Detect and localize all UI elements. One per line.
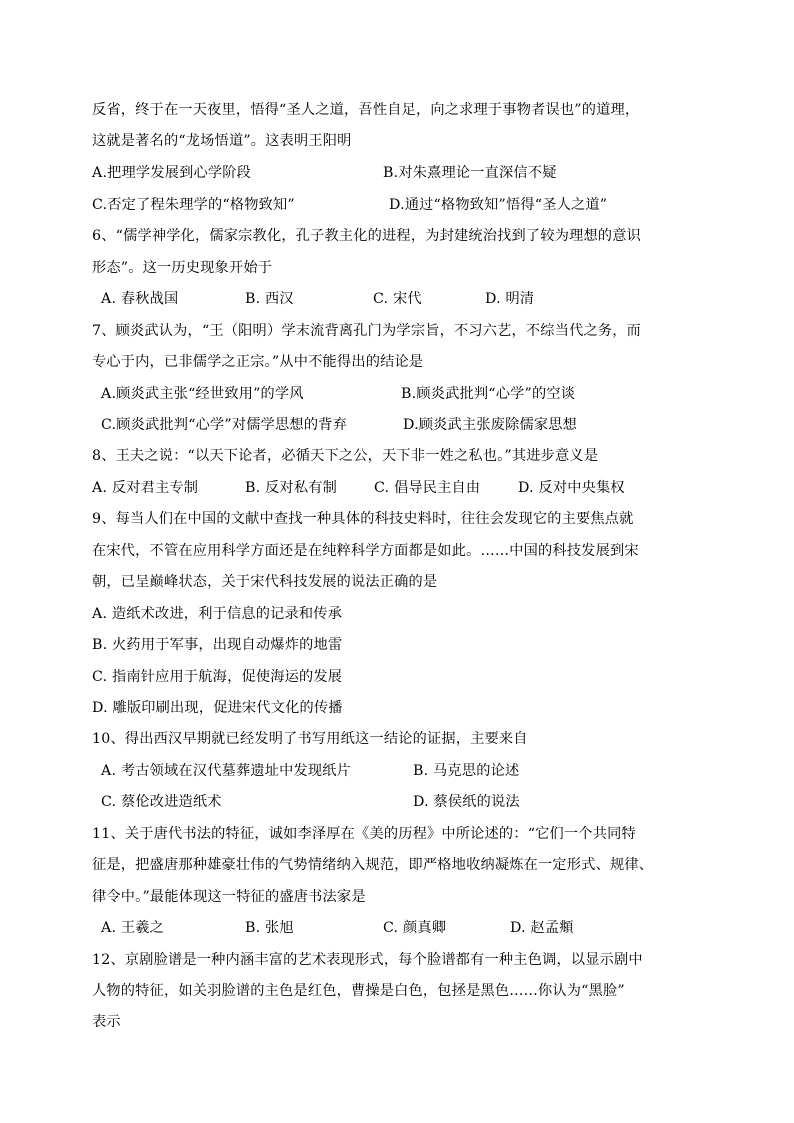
q11-stem-line-3: 律令中。”最能体现这一特征的盛唐书法家是 bbox=[92, 889, 366, 905]
q11-stem-line-2: 征是，把盛唐那种雄豪壮伟的气势情绪纳入规范，即严格地收纳凝炼在一定形式、规律、 bbox=[92, 857, 654, 873]
q6-stem-line-1: 6、“儒学神学化，儒家宗教化，孔子教主化的进程，为封建统治找到了较为理想的意识 bbox=[92, 228, 642, 244]
q11-option-d: D. 赵孟頫 bbox=[510, 920, 574, 936]
q11-stem-line-1: 11、关于唐代书法的特征，诚如李泽厚在《美的历程》中所论述的：“它们一个共同特 bbox=[92, 826, 636, 842]
q8-stem-line-1: 8、王夫之说：“以天下论者，必循天下之公，天下非一姓之私也。”其进步意义是 bbox=[92, 448, 599, 464]
q7-stem-line-2: 专心于内，已非儒学之正宗。”从中不能得出的结论是 bbox=[92, 354, 424, 370]
q10-option-b: B. 马克思的论述 bbox=[413, 763, 520, 779]
q10-option-c: C. 蔡伦改进造纸术 bbox=[101, 794, 222, 810]
q7-stem-line-1: 7、顾炎武认为，“王（阳明）学末流背离孔门为学宗旨，不习六艺，不综当代之务，而 bbox=[92, 323, 642, 339]
q8-option-c: C. 倡导民主自由 bbox=[374, 480, 481, 496]
q6-option-d: D. 明清 bbox=[485, 291, 535, 307]
q5-option-b: B.对朱熹理论一直深信不疑 bbox=[383, 165, 557, 181]
q9-stem-line-3: 朝，已呈巅峰状态，关于宋代科技发展的说法正确的是 bbox=[92, 574, 438, 590]
q11-option-a: A. 王羲之 bbox=[101, 920, 165, 936]
q10-stem-line-1: 10、得出西汉早期就已经发明了书写用纸这一结论的证据，主要来自 bbox=[92, 731, 528, 747]
q8-option-a: A. 反对君主专制 bbox=[92, 480, 199, 496]
q9-option-d: D. 雕版印刷出现，促进宋代文化的传播 bbox=[92, 700, 343, 716]
q12-stem-line-1: 12、京剧脸谱是一种内涵丰富的艺术表现形式，每个脸谱都有一种主色调，以显示剧中 bbox=[92, 952, 643, 968]
q9-option-c: C. 指南针应用于航海，促使海运的发展 bbox=[92, 669, 343, 685]
q12-stem-line-3: 表示 bbox=[92, 1014, 121, 1030]
q8-option-d: D. 反对中央集权 bbox=[518, 480, 625, 496]
q9-stem-line-1: 9、每当人们在中国的文献中查找一种具体的科技史料时，往往会发现它的主要焦点就 bbox=[92, 511, 634, 527]
q6-option-a: A. 春秋战国 bbox=[101, 291, 179, 307]
q11-option-b: B. 张旭 bbox=[245, 920, 294, 936]
q7-option-b: B.顾炎武批判“心学”的空谈 bbox=[401, 386, 576, 402]
q6-option-b: B. 西汉 bbox=[245, 291, 294, 307]
q11-option-c: C. 颜真卿 bbox=[383, 920, 447, 936]
q12-stem-line-2: 人物的特征，如关羽脸谱的主色是红色，曹操是白色，包拯是黑色……你认为“黑脸” bbox=[92, 983, 625, 999]
q6-option-c: C. 宋代 bbox=[373, 291, 422, 307]
intro-line-1: 反省，终于在一天夜里，悟得“圣人之道，吾性自足，向之求理于事物者误也”的道理， bbox=[92, 102, 640, 118]
q9-option-a: A. 造纸术改进，利于信息的记录和传承 bbox=[92, 606, 343, 622]
q7-option-a: A.顾炎武主张“经世致用”的学风 bbox=[101, 386, 304, 402]
q9-option-b: B. 火药用于军事，出现自动爆炸的地雷 bbox=[92, 637, 343, 653]
q10-option-d: D. 蔡侯纸的说法 bbox=[413, 794, 520, 810]
q8-option-b: B. 反对私有制 bbox=[245, 480, 337, 496]
q10-option-a: A. 考古领域在汉代墓葬遗址中发现纸片 bbox=[101, 763, 352, 779]
q5-option-a: A.把理学发展到心学阶段 bbox=[92, 165, 252, 181]
q6-stem-line-2: 形态”。这一历史现象开始于 bbox=[92, 260, 273, 276]
q7-option-d: D.顾炎武主张废除儒家思想 bbox=[403, 417, 578, 433]
q5-option-d: D.通过“格物致知”悟得“圣人之道” bbox=[389, 197, 608, 213]
q9-stem-line-2: 在宋代，不管在应用科学方面还是在纯粹科学方面都是如此。……中国的科技发展到宋 bbox=[92, 543, 639, 559]
intro-line-2: 这就是著名的“龙场悟道”。这表明王阳明 bbox=[92, 133, 352, 149]
q7-option-c: C.顾炎武批判“心学”对儒学思想的背弃 bbox=[101, 417, 347, 433]
q5-option-c: C.否定了程朱理学的“格物致知” bbox=[92, 197, 295, 213]
